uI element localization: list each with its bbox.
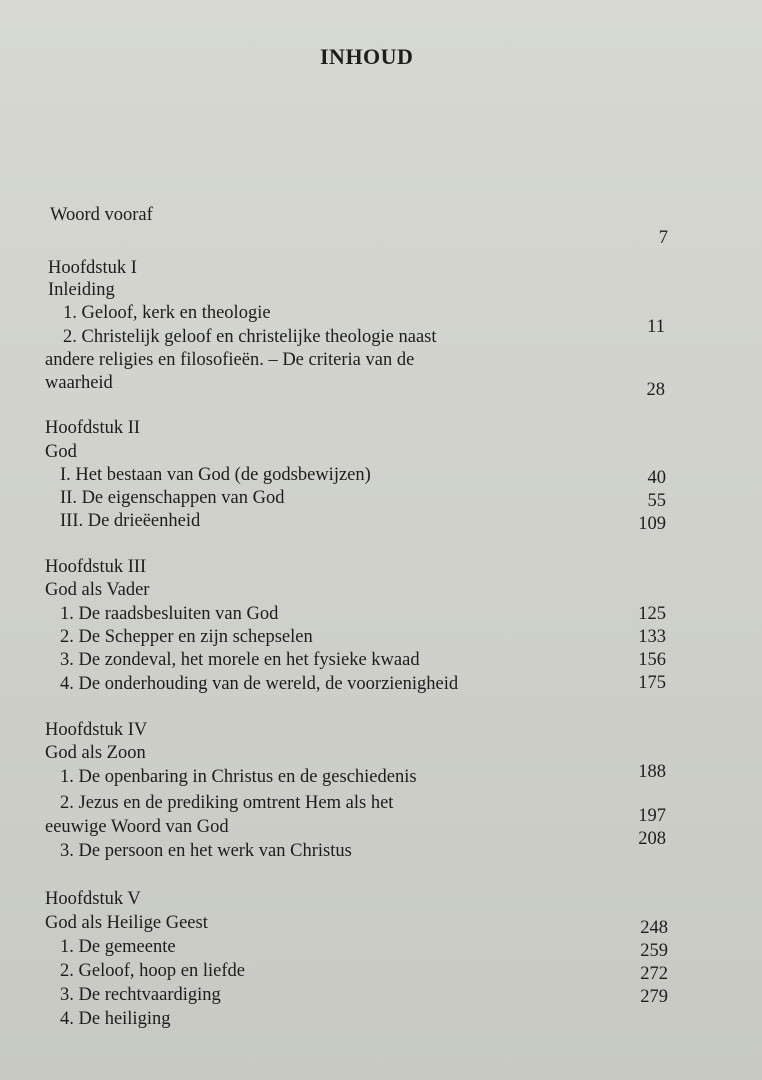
toc-page-number: 28 bbox=[646, 380, 665, 400]
chapter-2-subtitle: God bbox=[45, 442, 77, 462]
toc-entry: 2. Jezus en de prediking omtrent Hem als het bbox=[60, 793, 394, 813]
toc-page-number: 55 bbox=[647, 491, 666, 511]
toc-entry: eeuwige Woord van God bbox=[45, 817, 229, 837]
toc-page-number: 188 bbox=[638, 762, 666, 782]
toc-page-number: 197 bbox=[638, 806, 666, 826]
chapter-3-heading: Hoofdstuk III bbox=[45, 557, 147, 577]
toc-entry: 3. De rechtvaardiging bbox=[60, 985, 221, 1005]
toc-entry: 4. De onderhouding van de wereld, de voorzienigheid bbox=[60, 674, 459, 694]
foreword-page: 7 bbox=[658, 228, 668, 248]
toc-entry: 2. Geloof, hoop en liefde bbox=[60, 961, 245, 981]
toc-page-number: 259 bbox=[640, 941, 668, 961]
chapter-5-subtitle: God als Heilige Geest bbox=[45, 913, 208, 933]
chapter-1-heading: Hoofdstuk I bbox=[48, 258, 137, 278]
toc-page-number: 156 bbox=[638, 650, 666, 670]
toc-page-number: 125 bbox=[638, 604, 666, 624]
toc-page-number: 279 bbox=[640, 987, 668, 1007]
toc-page-number: 11 bbox=[647, 317, 665, 337]
toc-page-number: 133 bbox=[638, 627, 666, 647]
toc-entry: 3. De zondeval, het morele en het fysieke kwaad bbox=[60, 650, 420, 670]
toc-entry: 1. De openbaring in Christus en de geschiedenis bbox=[60, 767, 417, 787]
page-title: INHOUD bbox=[320, 44, 414, 69]
chapter-1-subtitle: Inleiding bbox=[48, 280, 115, 300]
toc-page-number: 175 bbox=[638, 673, 666, 693]
toc-entry: II. De eigenschappen van God bbox=[60, 488, 285, 508]
chapter-4-subtitle: God als Zoon bbox=[45, 743, 146, 763]
toc-entry: 4. De heiliging bbox=[60, 1009, 171, 1029]
chapter-2-heading: Hoofdstuk II bbox=[45, 418, 141, 438]
chapter-5-heading: Hoofdstuk V bbox=[45, 889, 141, 909]
toc-entry: 2. De Schepper en zijn schepselen bbox=[60, 627, 313, 647]
toc-entry: waarheid bbox=[45, 373, 113, 393]
toc-entry: III. De drieëenheid bbox=[60, 511, 201, 531]
toc-page-number: 40 bbox=[647, 468, 666, 488]
toc-entry: 2. Christelijk geloof en christelijke theologie naast bbox=[63, 327, 437, 347]
toc-entry: 1. De raadsbesluiten van God bbox=[60, 604, 279, 624]
toc-page-number: 248 bbox=[640, 918, 668, 938]
chapter-3-subtitle: God als Vader bbox=[45, 580, 150, 600]
toc-entry: andere religies en filosofieën. – De criteria van de bbox=[45, 350, 415, 370]
toc-page-number: 208 bbox=[638, 829, 666, 849]
toc-entry: 3. De persoon en het werk van Christus bbox=[60, 841, 352, 861]
toc-page-number: 109 bbox=[638, 514, 666, 534]
toc-entry: 1. De gemeente bbox=[60, 937, 176, 957]
chapter-4-heading: Hoofdstuk IV bbox=[45, 720, 148, 740]
toc-entry: 1. Geloof, kerk en theologie bbox=[63, 303, 271, 323]
toc-page-number: 272 bbox=[640, 964, 668, 984]
toc-entry: I. Het bestaan van God (de godsbewijzen) bbox=[60, 465, 371, 485]
foreword-label: Woord vooraf bbox=[50, 205, 153, 225]
